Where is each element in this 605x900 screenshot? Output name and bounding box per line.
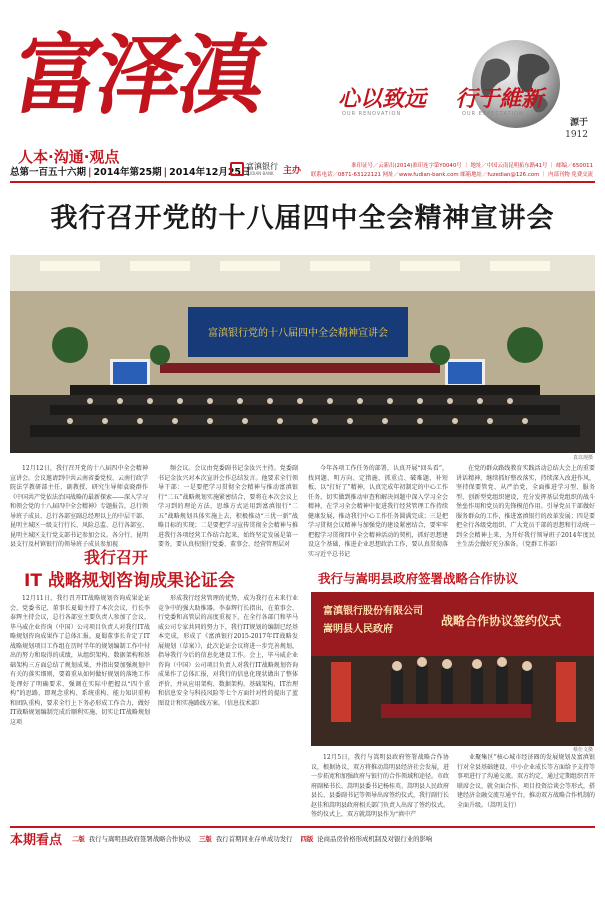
contact-info: 联系电话／0871-63122121 网址／www.fudian-bank.com 邮箱地址／fuzedian@126.com ｜ 内部刊物 免费交流 bbox=[310, 172, 593, 178]
article1-text-1: 12月12日，我行召开党的十八届四中全会精神宣讲会。会议邀请到中共云南省委党校、云南行政学院法学教研部主任、副教授、研究生导师袁晓群作《中国共产党依法治国战略的最新探索——深入学习和领会党的十八届四中全会精神》专题报告，总行领导班子成员、总行各部室副总经理以上的中层干部、昆明主城区一级支行行长、风险总监、总行各部室、昆明主城区支行党支部书记参加会议。各分行、昆明县支行及村镇银行的领导班子成员参加视 bbox=[10, 465, 148, 548]
highlight-item[interactable] bbox=[199, 834, 292, 843]
main-headline: 我行召开党的十八届四中全会精神宣讲会 bbox=[50, 203, 555, 234]
article3-column-2 bbox=[457, 753, 595, 823]
newspaper-subtitle: 人本·沟通·观点 bbox=[18, 148, 120, 166]
issue-number: 2014年第25期 bbox=[93, 167, 162, 178]
article2-text-1: 12月11日，我行召开IT战略规划咨询成果论证会，党委书记、董事长夏蜀主持了本次会议，行长李泰辉主持会议，总行各部室主要负责人参加了会议，毕马威企业咨询（中国）公司项目负责人对我行IT战略规划咨询成果作了总体汇报。夏蜀董事长肯定了IT战略规划项目工作组在历时半年的规划编制工作中付出的努力和取得的成绩，从组织架构、数据架构和基础架构三方面总结了规划成果，并指出要加强规划中有关的落实细则，要着重从如何做好规划的落地工作处理好了明确要求，强调在实际中把握以“四个重构”的思路，即观念重构、系统重构、能力知识重构和团队重构，要求全行上下务必形成工作合力，做好IT战略规划编制完成后顺利实施，切实让IT战略规划这项 bbox=[10, 595, 150, 726]
bank-logo-icon bbox=[230, 162, 244, 176]
bank-name-en: FUDIAN BANK bbox=[246, 170, 274, 176]
signing-banner-3: 战略合作协议签约仪式 bbox=[441, 614, 562, 628]
slogan-left-en: OUR RENOVATION bbox=[342, 111, 402, 117]
page-footer-space bbox=[0, 850, 605, 900]
highlights-bar bbox=[10, 826, 595, 848]
issue-line: 总第一百五十六期 | 2014年第25期 | 2014年12月25日 bbox=[10, 167, 251, 178]
article3-text-2: 业聚集区”核心城市经济圈的发展规划及富滇银行对全县基础建设、中小企业成长等方面给予支持等事项进行了沟通交流。双方约定，通过定期组织召开联席会议，就全面合作、项目投资洽谈会等形式，搭建经济金融交流互通平台，推动双方战略合作机制的全面升级。（嵩明支行） bbox=[457, 754, 595, 809]
masthead bbox=[0, 0, 605, 178]
bank-name: 富滇银行 bbox=[246, 161, 278, 171]
signing-banner-2: 嵩明县人民政府 bbox=[323, 624, 393, 635]
founding-badge-text: 源于 bbox=[569, 118, 588, 128]
article3-text-1: 12月5日，我行与嵩明县政府签署战略合作协议，根据协议，双方将推动嵩明县经济社会发展，进一步拓宽和加强政府与银行的合作领域和途径。市政府副秘书长、嵩明县委书记杨桂英、嵩明县人民政府县长、县委副书记等领导出席签约仪式，我行副行长赵佳和嵩明县政府相关部门负责人出席了签约仪式。签约仪式上，双方就嵩明县作为“滇中产 bbox=[311, 754, 449, 818]
article2-headline-1: 我行召开 bbox=[84, 548, 149, 567]
founding-year: 1912 bbox=[565, 130, 588, 140]
slogan-left: 心以致远 bbox=[338, 86, 427, 112]
meeting-photo bbox=[10, 255, 595, 453]
slogan-right: 行于維新 bbox=[455, 86, 544, 112]
host-label: 主办 bbox=[283, 165, 302, 176]
article1-text-2: 频会议。会议由党委副书记金汝兴主持。党委副书记金汝兴对本次宣讲会作总结发言。他要求全行领导干部：一是要把学习贯彻全会精神与推动富滇银行“二五”战略规划实施紧密结合，要将在本次会议上学习到的理论方法，思维方式运用到富滇银行“二五”战略规划具体实施上去，积极推动“三优一新”战略目标的实现；二是要把学习宣传贯彻全会精神与推进我行各项经营工作结合起来，始终坚定发展是第一要务，要认真按照行党委、董事会、经营管理层对 bbox=[158, 465, 298, 548]
slogan-right-en: OUR EXPECTATION bbox=[462, 111, 524, 117]
article3-headline: 我行与嵩明县政府签署战略合作协议 bbox=[318, 571, 519, 586]
highlight-item[interactable] bbox=[72, 834, 191, 843]
article2-headline-2: IT 战略规划咨询成果论证会 bbox=[24, 571, 235, 591]
print-license-info: 准印证号／云新出(2014)准印连字第Y0040号 ｜ 地址／中国云南昆明拓东路41号 ｜ 邮编／650011 bbox=[351, 163, 593, 169]
article1-text-4: 在党的群众路线教育实践活动总结大会上的重要讲话精神，继续抓好整改落实，持续深入改进作风，坚持保要管党、从严治党，全面推进学习型、服务型、创新型党组织建设，充分发挥基层党组织的战斗堡垒作用和党员的先锋模范作用。引导党员干部做好服务群众的工作，推进富滇银行的改革发展；四是要把全行各级党组织、广大党员干部的思想和行动统一到全会精神上来，为开好我行领导班子2014年度民主生活会做好充分准备。（党群工作部） bbox=[456, 465, 595, 548]
article1-text-3: 今年各项工作任务的部署，认真开展“回头看”，找问题、明方向、定措施、抓重点、破难题、补短板，以“打好了”精神，认真完成年初制定的中心工作任务，切实做到推动审查和解决问题中深入学习全会精神，在学习全会精神中促进我行经营管理工作持续健康发展，推动我行中心工作任务圆满完成；三是把学习贯彻会议精神与加强党的建设紧密结合，要牢牢把握学习贯彻四中全会精神活动的契机，抓好思想建设这个基础，推进企业思想政治工作，要认真贯彻落实习近平总书记 bbox=[308, 465, 448, 558]
signing-photo bbox=[311, 592, 594, 746]
highlight-text: 论商品房价格形成机制及对银行业的影响 bbox=[317, 834, 433, 843]
article2-column-2 bbox=[158, 594, 298, 822]
article2-column-1 bbox=[10, 594, 150, 822]
meeting-banner: 富滇银行党的十八届四中全会精神宣讲会 bbox=[208, 328, 388, 339]
article2-text-2: 形成我行经营管理的优势，成为我行在未来行业竞争中的强大助推器。李泰辉行长指出，在董事会、行党委和高管层的高度重视下，在全行各部门和毕马威公司专家共同的努力下，我行IT规划的编制已经基本完成，形成了《富滇银行2015-2017年IT战略发展规划（草案）》，此次论证会议将进一步完善规划，指导我行今后的信息化建设工作。会上，毕马威企业咨询（中国）公司项目负责人对我行IT战略规划咨询成果作了总体汇报，对我行的信息化现状做出了整体评价，并从应用架构、数据架构、基础架构、IT治理和信息安全与科技风险等七个方面针对性的提出了蓝图设计和实施路线方案。（信息技术部） bbox=[158, 595, 298, 707]
highlight-edition: 三版 bbox=[199, 834, 212, 843]
signing-photo-credit: 蔡仕文摄 bbox=[572, 747, 593, 753]
highlight-item[interactable] bbox=[301, 834, 433, 843]
highlight-edition: 二版 bbox=[72, 834, 85, 843]
highlight-text: 我行首期同业存单成功发行 bbox=[215, 834, 293, 843]
highlight-edition: 四版 bbox=[300, 834, 314, 843]
issue-total: 总第一百五十六期 bbox=[10, 167, 87, 178]
issue-date: 2014年12月25日 bbox=[169, 167, 251, 178]
article3-column-1 bbox=[311, 753, 449, 823]
signing-banner-1: 富滇银行股份有限公司 bbox=[323, 606, 423, 617]
slogan bbox=[338, 82, 543, 113]
bank-logo-block bbox=[230, 162, 301, 176]
masthead-rule bbox=[10, 181, 595, 183]
newspaper-title: 富泽滇 bbox=[6, 25, 270, 126]
highlight-text: 我行与嵩明县政府签署战略合作协议 bbox=[88, 834, 192, 843]
main-photo-credit: 袁以现摄 bbox=[572, 455, 593, 461]
founding-badge bbox=[548, 117, 588, 141]
highlights-title: 本期看点 bbox=[10, 832, 63, 848]
